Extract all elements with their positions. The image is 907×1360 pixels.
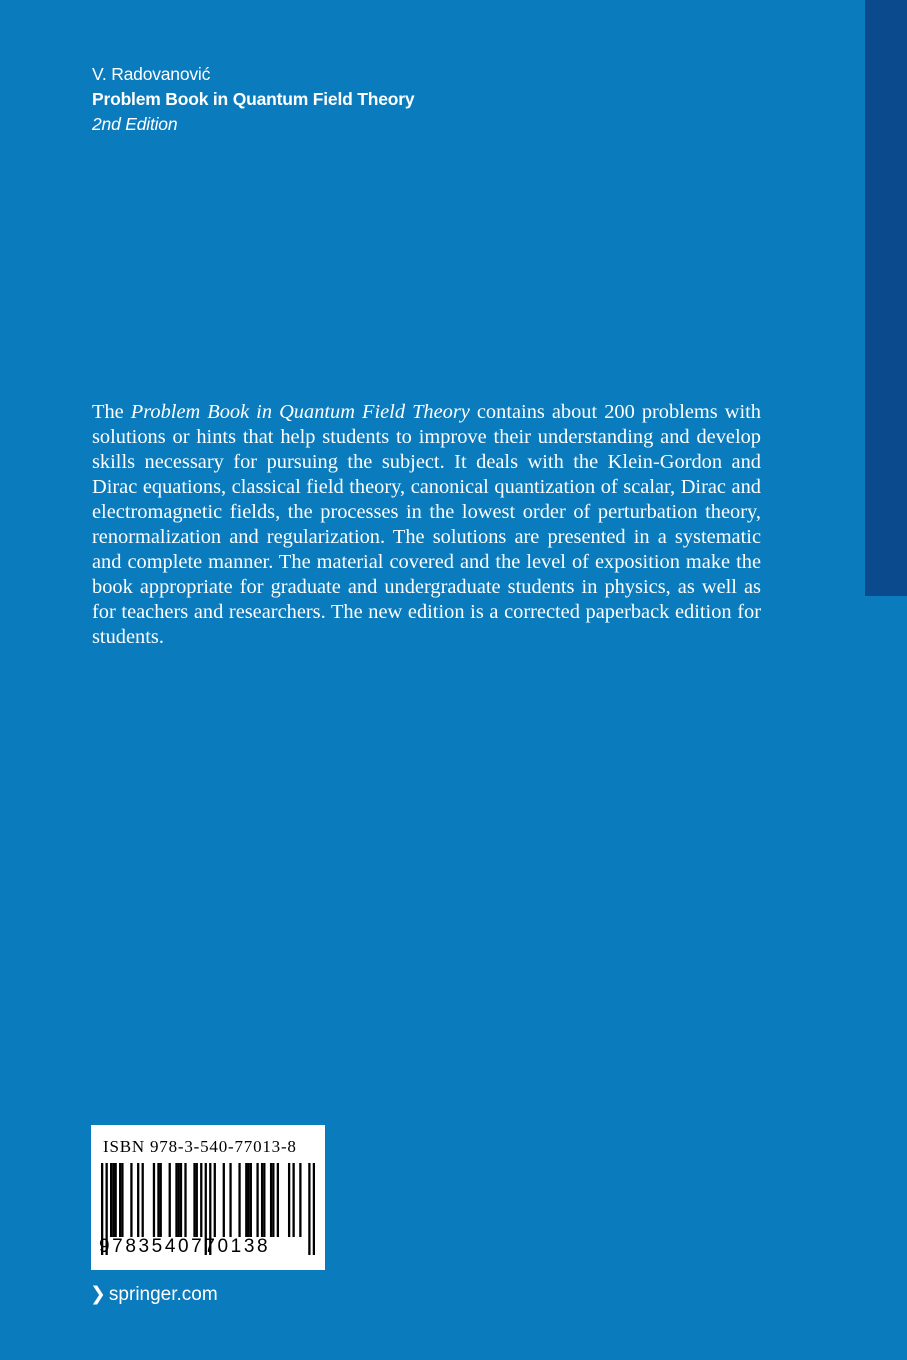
barcode-bar — [250, 1163, 252, 1237]
barcode-bar — [193, 1163, 195, 1237]
barcode-bar — [245, 1163, 247, 1237]
barcode-bar — [175, 1163, 177, 1237]
barcode-box — [91, 1125, 325, 1270]
barcode-bar — [157, 1163, 159, 1237]
spine-strip — [865, 0, 907, 596]
chevron-right-icon: ❯ — [90, 1284, 106, 1305]
barcode-bar — [214, 1163, 216, 1237]
barcode-bar — [178, 1163, 180, 1237]
barcode-bar — [238, 1163, 240, 1237]
barcode-bar — [115, 1163, 117, 1237]
barcode-bar — [270, 1163, 272, 1237]
blurb-body: contains about 200 problems with solutions or hints that help students to improve their understanding and develop skills necessary for pursuing the subject. It deals with the Klein-Gordon and Dirac equations, classical field theory, canonical quantization of scalar, Dirac and electromagnetic fields, the processes in the lowest order of perturbation theory, renormalization and regularization. The solutions are presented in a systematic and complete manner. The material covered and the level of exposition make the book appropriate for graduate and undergraduate students in physics, as well as for teachers and researchers. The new edition is a corrected paperback edition for students. — [92, 401, 761, 648]
barcode-bar — [130, 1163, 132, 1237]
book-title: Problem Book in Quantum Field Theory — [92, 89, 415, 109]
barcode-bar — [184, 1163, 186, 1237]
barcode-bar — [292, 1163, 294, 1237]
cover-header — [92, 62, 414, 137]
barcode-bar — [277, 1163, 279, 1237]
barcode-bar — [121, 1163, 123, 1237]
barcode-bar — [112, 1163, 114, 1237]
author-name: V. Radovanović — [92, 64, 211, 84]
isbn-label: ISBN 978-3-540-77013-8 — [103, 1137, 297, 1156]
barcode-digits: 9783540770138 — [99, 1236, 271, 1257]
barcode-bar — [223, 1163, 225, 1237]
barcode-bar — [180, 1163, 182, 1237]
barcode-bar — [160, 1163, 162, 1237]
barcode-bar — [200, 1163, 202, 1237]
barcode-bar — [272, 1163, 274, 1237]
barcode-bar — [247, 1163, 249, 1237]
barcode-bar — [256, 1163, 258, 1237]
barcode-bar — [142, 1163, 144, 1237]
barcode-bar — [261, 1163, 263, 1237]
barcode-bar — [229, 1163, 231, 1237]
barcode-bar — [288, 1163, 290, 1237]
barcode-bar — [196, 1163, 198, 1237]
barcode-bar — [299, 1163, 301, 1237]
barcode-bar — [169, 1163, 171, 1237]
barcode-bar — [110, 1163, 112, 1237]
publisher-url: springer.com — [108, 1284, 218, 1305]
blurb-lead: The — [92, 401, 131, 423]
publisher-link[interactable] — [90, 1282, 218, 1308]
barcode-bar — [137, 1163, 139, 1237]
barcode-bar — [119, 1163, 121, 1237]
edition-label: 2nd Edition — [92, 114, 178, 134]
barcode-bar — [153, 1163, 155, 1237]
blurb-book-title: Problem Book in Quantum Field Theory — [130, 401, 470, 423]
barcode-bar — [263, 1163, 265, 1237]
blurb-paragraph — [92, 400, 761, 650]
